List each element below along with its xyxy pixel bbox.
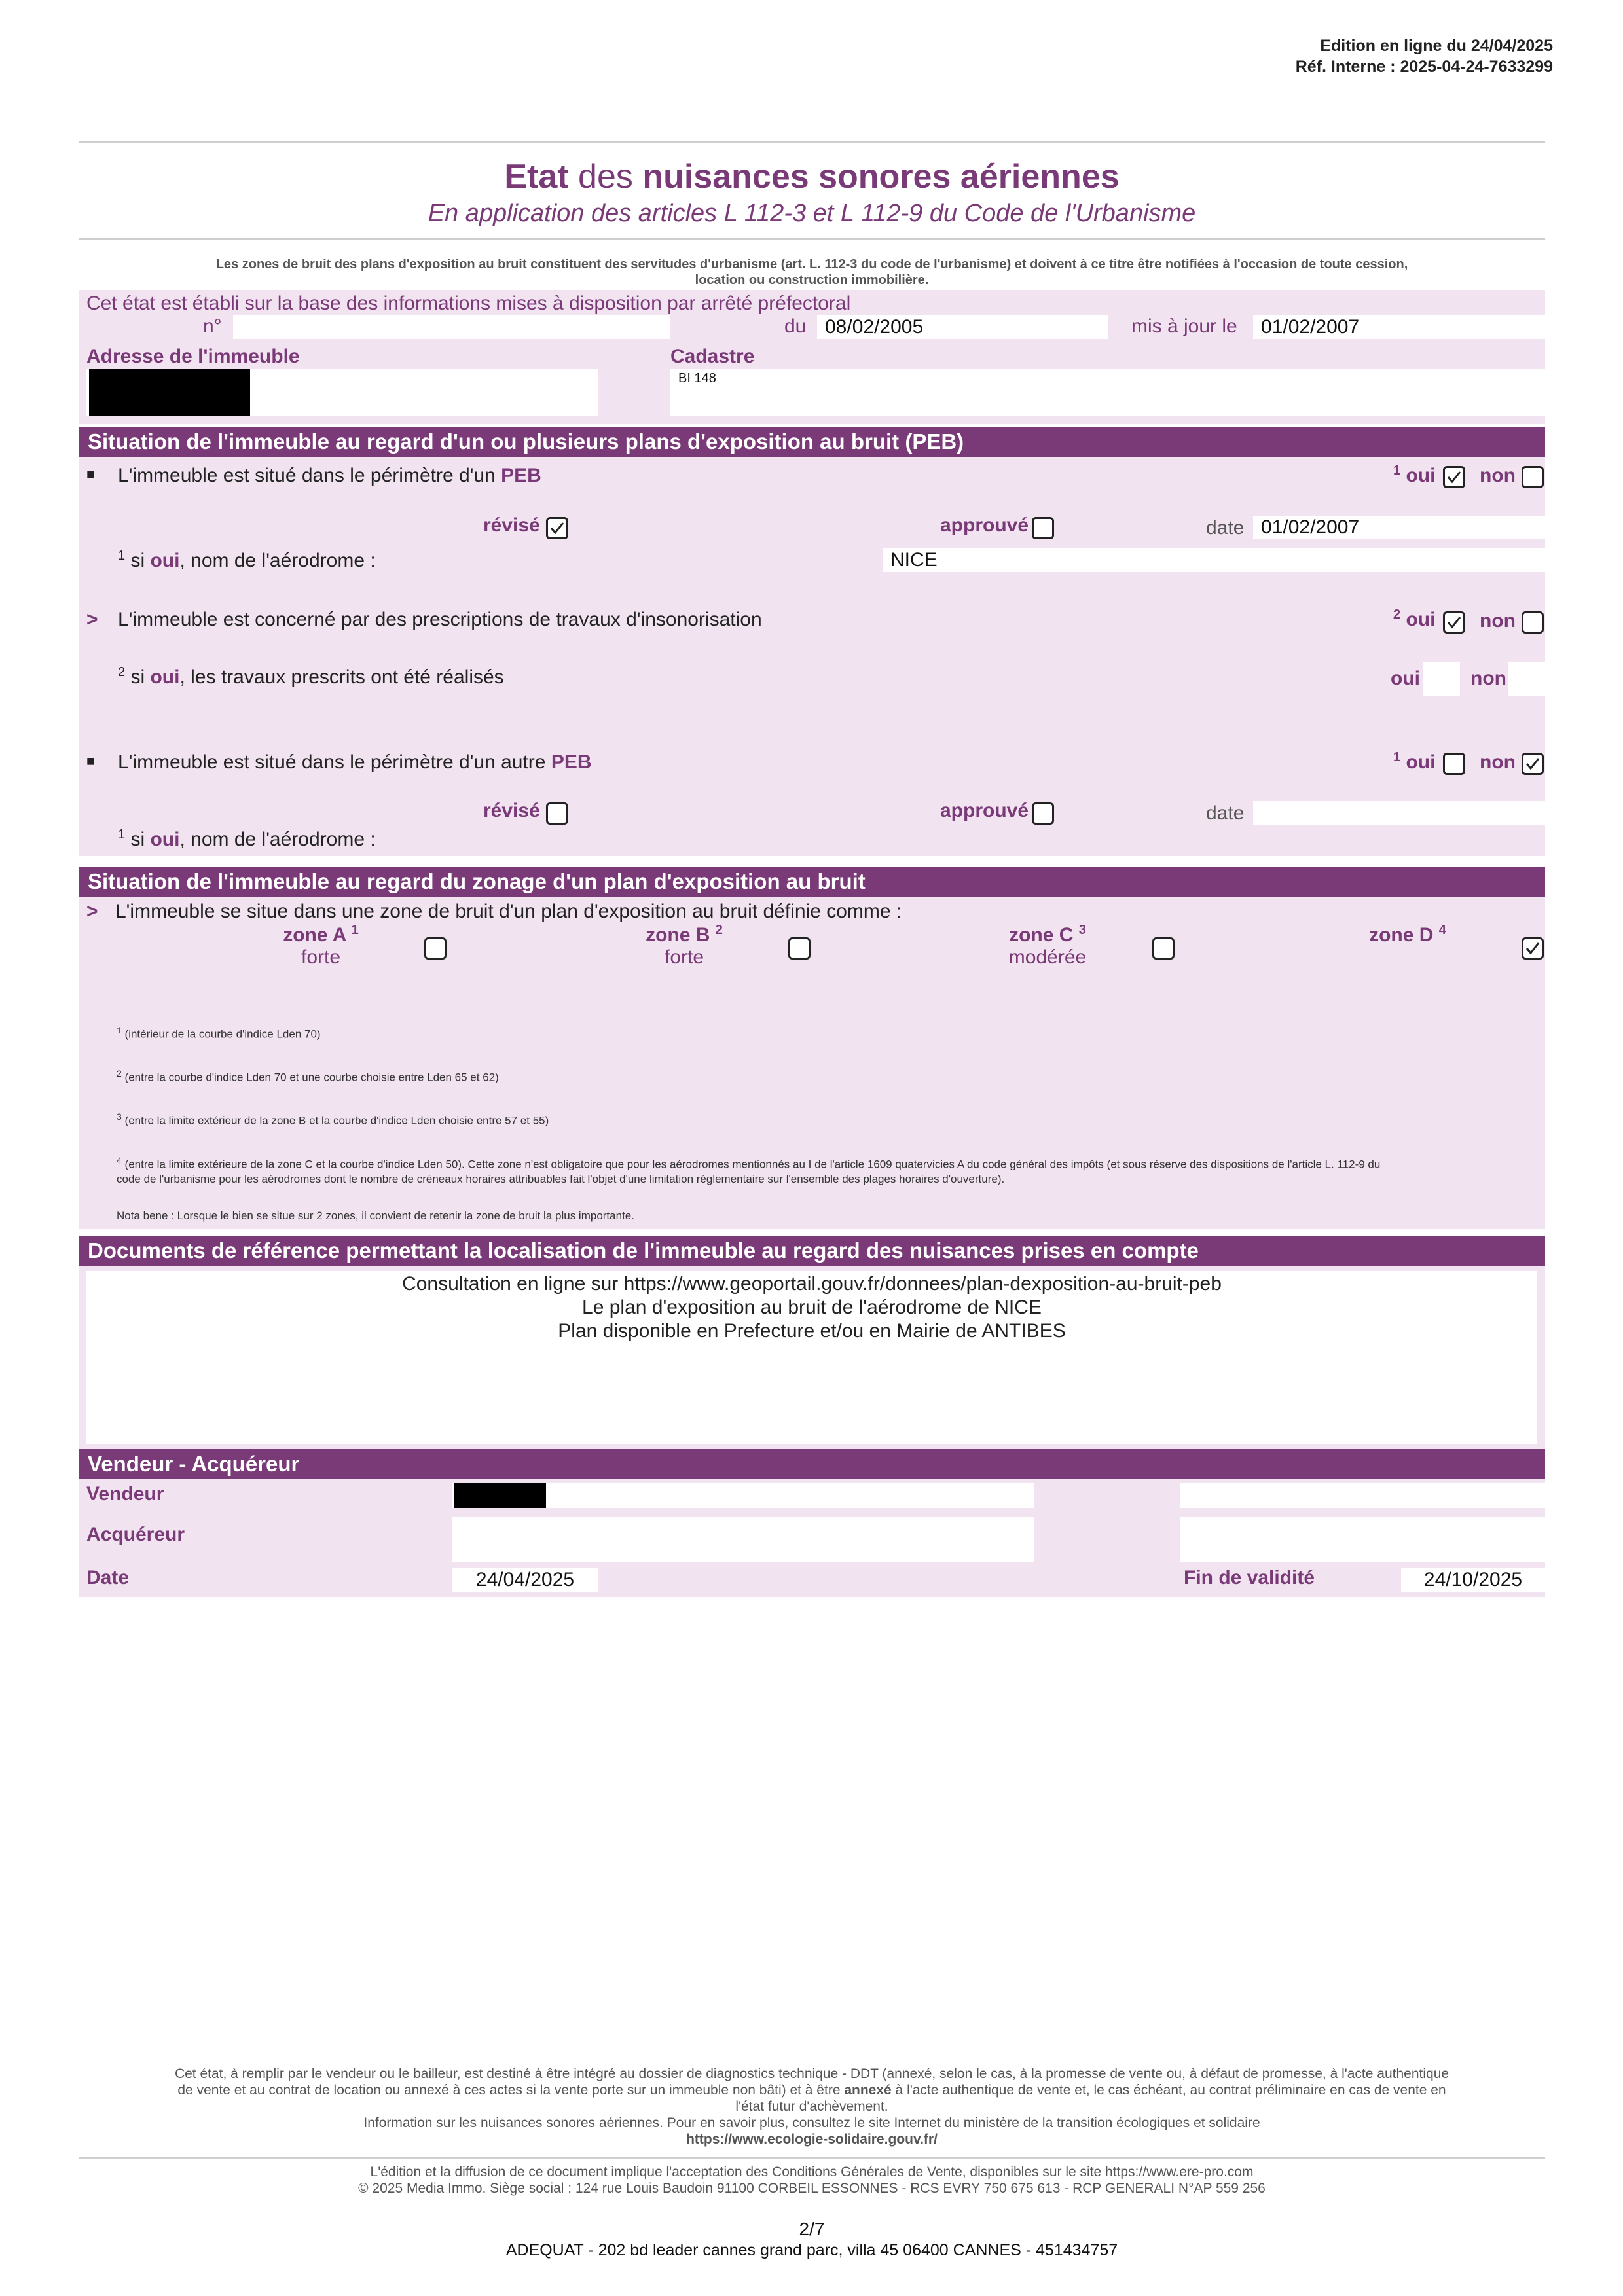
title-word-des: des — [578, 158, 633, 196]
revise-label-2: révisé — [483, 800, 540, 821]
page-footer — [79, 2219, 1545, 2261]
q1-non-checkbox[interactable] — [1522, 466, 1544, 488]
q2-oui-text: oui — [1406, 609, 1436, 630]
zone-d — [1336, 923, 1480, 946]
cadastre-field[interactable]: BI 148 — [670, 369, 1545, 416]
peb-date-field[interactable]: 01/02/2007 — [1253, 516, 1545, 539]
zone-b-label: zone B — [646, 924, 710, 946]
aerodrome2-sup: 1 — [118, 827, 126, 842]
check-icon — [1525, 756, 1541, 772]
footnote-4-sup: 4 — [117, 1155, 122, 1166]
q1-oui-text: oui — [1406, 465, 1436, 486]
q3-oui-text: oui — [1406, 751, 1436, 773]
footer-line-2-a: de vente et au contrat de location ou annexé à ces actes si la vente porte sur un immeuble non bâti) et à être — [177, 2083, 845, 2098]
q1-oui-label — [1393, 463, 1435, 487]
edition-date: Edition en ligne du 24/04/2025 — [1320, 37, 1553, 55]
zonage-section-title: Situation de l'immeuble au regard du zonage d'un plan d'exposition au bruit — [79, 867, 1545, 897]
vendeur-field-2[interactable] — [1180, 1483, 1545, 1508]
q2-non-checkbox[interactable] — [1522, 611, 1544, 634]
footnote-1-sup: 1 — [117, 1025, 122, 1035]
q3-non-label: non — [1480, 751, 1516, 773]
peb-section-title: Situation de l'immeuble au regard d'un ou plusieurs plans d'exposition au bruit (PEB) — [79, 427, 1545, 457]
q3-non-checkbox[interactable] — [1522, 753, 1544, 775]
approuve-label-2: approuvé — [940, 800, 1029, 821]
travaux-rest: , les travaux prescrits ont été réalisés — [179, 666, 504, 688]
footer-diagnostician: ADEQUAT - 202 bd leader cannes grand parc, villa 45 06400 CANNES - 451434757 — [505, 2241, 1118, 2259]
footer-link[interactable]: https://www.ecologie-solidaire.gouv.fr/ — [686, 2132, 938, 2147]
footnote-1 — [117, 1025, 321, 1041]
q2-oui-checkbox[interactable] — [1443, 611, 1465, 634]
zone-d-label: zone D — [1369, 924, 1434, 946]
documents-line-1: Consultation en ligne sur https://www.geoportail.gouv.fr/donnees/plan-dexposition-au-bruit-peb — [402, 1273, 1222, 1295]
footnote-3-sup: 3 — [117, 1111, 122, 1122]
q1-oui-sup: 1 — [1393, 463, 1401, 478]
zone-a-label: zone A — [283, 924, 346, 946]
title-main: nuisances sonores aériennes — [642, 158, 1120, 196]
zone-a-desc: forte — [301, 946, 341, 968]
acquereur-field[interactable] — [452, 1517, 1034, 1562]
zone-c-desc: modérée — [1008, 946, 1087, 968]
peb-date-label-2: date — [1206, 802, 1245, 824]
date-field[interactable]: 24/04/2025 — [452, 1568, 598, 1592]
revise-checkbox[interactable] — [546, 517, 568, 539]
nota-bene: Nota bene : Lorsque le bien se situe sur 2 zones, il convient de retenir la zone de bruit la plus importante. — [117, 1210, 634, 1222]
footer-notice — [79, 2066, 1545, 2147]
footnote-3-text: (entre la limite extérieur de la zone B et la courbe d'indice Lden choisie entre 57 et 55) — [124, 1114, 549, 1127]
fin-validite-label: Fin de validité — [1184, 1567, 1315, 1588]
footer-cgv: L'édition et la diffusion de ce document implique l'acceptation des Conditions Générales de Vente, disponibles sur le site https://www.ere-pro.com — [370, 2164, 1254, 2179]
peb-question-1 — [118, 465, 541, 487]
acquereur-field-2[interactable] — [1180, 1517, 1545, 1562]
q3-oui-sup: 1 — [1393, 750, 1401, 764]
arrete-text: Cet état est établi sur la base des informations mises à disposition par arrêté préfectoral — [86, 293, 851, 314]
zone-b-desc: forte — [664, 946, 704, 968]
approuve-checkbox-2[interactable] — [1032, 802, 1054, 825]
intro-text — [79, 257, 1545, 288]
peb-question-3 — [118, 751, 592, 774]
arrete-date-field[interactable]: 08/02/2005 — [817, 315, 1108, 339]
arrete-number-field[interactable] — [233, 315, 670, 339]
aerodrome-si: si — [130, 550, 151, 571]
q2-oui-label — [1393, 607, 1435, 631]
footer-line-2-c: à l'acte authentique de vente et, le cas échéant, au contrat préliminaire en cas de vente en — [891, 2083, 1446, 2098]
footer-line-4: Information sur les nuisances sonores aériennes. Pour en savoir plus, consultez le site Internet du ministère de la transition écologiques et solidaire — [363, 2115, 1260, 2130]
arrete-du-label: du — [784, 315, 807, 337]
zone-a-checkbox[interactable] — [424, 937, 447, 960]
footer-company-info: © 2025 Media Immo. Siège social : 124 rue Louis Baudoin 91100 CORBEIL ESSONNES - RCS EVRY 750 675 613 - RCP GENERALI N°AP 559 256 — [358, 2181, 1266, 2196]
zone-b-sup: 2 — [715, 923, 723, 937]
q2-oui-sup: 2 — [1393, 607, 1401, 622]
bullet-icon-2: ■ — [86, 753, 96, 769]
peb-q1-bold: PEB — [501, 465, 541, 486]
page-number: 2/7 — [799, 2219, 825, 2239]
check-icon — [1446, 469, 1462, 485]
zone-c-sup: 3 — [1078, 923, 1086, 937]
footnote-2 — [117, 1068, 499, 1085]
check-icon — [1525, 941, 1541, 956]
footnote-1-text: (intérieur de la courbe d'indice Lden 70) — [124, 1028, 321, 1041]
footnote-3 — [117, 1111, 549, 1128]
aerodrome2-si: si — [130, 829, 151, 850]
documents-box — [86, 1271, 1537, 1444]
zonage-intro: L'immeuble se situe dans une zone de bruit d'un plan d'exposition au bruit définie comme : — [115, 901, 902, 922]
peb-question-2: L'immeuble est concerné par des prescriptions de travaux d'insonorisation — [118, 609, 762, 630]
footnote-2-sup: 2 — [117, 1068, 122, 1079]
approuve-label: approuvé — [940, 514, 1029, 536]
title-word-etat: Etat — [504, 158, 569, 196]
revise-label: révisé — [483, 514, 540, 536]
q1-non-label: non — [1480, 465, 1516, 486]
arrow-icon: > — [86, 609, 98, 630]
q3-oui-label — [1393, 750, 1435, 774]
zone-d-checkbox[interactable] — [1522, 937, 1544, 960]
vendeur-field[interactable] — [452, 1483, 1034, 1508]
vendeur-label: Vendeur — [86, 1483, 164, 1505]
adresse-field[interactable] — [86, 369, 598, 416]
check-icon — [549, 520, 565, 536]
documents-line-2: Le plan d'exposition au bruit de l'aérodrome de NICE — [582, 1297, 1042, 1318]
title-divider — [79, 238, 1545, 240]
q3-oui-checkbox[interactable] — [1443, 753, 1465, 775]
footer-line-1: Cet état, à remplir par le vendeur ou le bailleur, est destiné à être intégré au dossier de diagnostics technique - DDT (annexé, selon le cas, à la promesse de vente ou, à défaut de promesse, à l'acte authentique — [174, 2066, 1450, 2081]
zone-b-checkbox[interactable] — [788, 937, 811, 960]
approuve-checkbox[interactable] — [1032, 517, 1054, 539]
q2-non-label: non — [1480, 610, 1516, 632]
redacted-vendeur — [454, 1483, 546, 1508]
footnote-4-text-b: code de l'urbanisme pour les aérodromes dont le nombre de créneaux horaires attribuables fait l'objet d'une limitation réglementaire sur l'ensemble des plages horaires d'ouverture). — [117, 1172, 1005, 1185]
zone-c — [976, 923, 1120, 969]
peb-q3-bold: PEB — [551, 751, 592, 773]
page-title — [79, 156, 1545, 229]
travaux-non-label: non — [1470, 668, 1506, 689]
fin-validite-field[interactable]: 24/10/2025 — [1401, 1568, 1545, 1592]
footer-legal — [79, 2164, 1545, 2197]
internal-reference: Réf. Interne : 2025-04-24-7633299 — [1295, 58, 1553, 76]
travaux-sup: 2 — [118, 665, 126, 679]
travaux-oui-label: oui — [1391, 668, 1420, 689]
zonage-arrow-icon: > — [86, 901, 98, 922]
peb-date-label: date — [1206, 517, 1245, 539]
footnote-4 — [117, 1153, 1380, 1187]
q1-oui-checkbox[interactable] — [1443, 466, 1465, 488]
aerodrome-oui: oui — [150, 550, 180, 571]
aerodrome2-rest: , nom de l'aérodrome : — [179, 829, 376, 850]
aerodrome-label-2 — [118, 827, 376, 851]
travaux-label — [118, 665, 504, 689]
travaux-non-field[interactable] — [1508, 662, 1545, 696]
travaux-oui-field[interactable] — [1423, 662, 1460, 696]
acquereur-label: Acquéreur — [86, 1524, 185, 1545]
footnote-2-text: (entre la courbe d'indice Lden 70 et une courbe choisie entre Lden 65 et 62) — [124, 1071, 499, 1084]
bullet-icon: ■ — [86, 466, 96, 482]
zone-a-sup: 1 — [351, 923, 359, 937]
zone-a — [249, 923, 393, 969]
peb-q1-text: L'immeuble est situé dans le périmètre d'un — [118, 465, 501, 486]
aerodrome-rest: , nom de l'aérodrome : — [179, 550, 376, 571]
aerodrome-field[interactable]: NICE — [883, 548, 1545, 572]
zone-d-sup: 4 — [1438, 923, 1446, 937]
footnote-4-text-a: (entre la limite extérieure de la zone C et la courbe d'indice Lden 50). Cette zone n'est obligatoire que pour les aérodromes mentionnés au I de l'article 1609 quatervicies A du code général des impôts (et sous réserve des dispositions de l'article L. 112-9 du — [124, 1158, 1381, 1171]
intro-line-2: location ou construction immobilière. — [695, 273, 929, 287]
footer-line-3: l'état futur d'achèvement. — [735, 2099, 888, 2114]
documents-line-3: Plan disponible en Prefecture et/ou en Mairie de ANTIBES — [558, 1320, 1066, 1342]
zone-c-checkbox[interactable] — [1152, 937, 1175, 960]
aerodrome-label — [118, 548, 376, 572]
adresse-label: Adresse de l'immeuble — [86, 346, 300, 367]
redacted-address — [89, 369, 250, 416]
date-label: Date — [86, 1567, 130, 1588]
parties-section-title: Vendeur - Acquéreur — [79, 1449, 1545, 1479]
mise-a-jour-label: mis à jour le — [1131, 315, 1237, 337]
mise-a-jour-field[interactable]: 01/02/2007 — [1253, 315, 1545, 339]
zone-b — [612, 923, 756, 969]
travaux-si: si — [130, 666, 151, 688]
peb-q3-text: L'immeuble est situé dans le périmètre d'un autre — [118, 751, 551, 773]
document-header — [1296, 35, 1553, 77]
page-subtitle: En application des articles L 112-3 et L 112-9 du Code de l'Urbanisme — [428, 200, 1196, 227]
arrete-number-label: n° — [203, 315, 222, 337]
top-divider — [79, 141, 1545, 143]
travaux-oui: oui — [150, 666, 180, 688]
documents-section-title: Documents de référence permettant la localisation de l'immeuble au regard des nuisances prises en compte — [79, 1236, 1545, 1266]
footer-line-2-bold: annexé — [844, 2083, 892, 2098]
aerodrome-sup: 1 — [118, 548, 126, 563]
cadastre-label: Cadastre — [670, 346, 755, 367]
zone-c-label: zone C — [1009, 924, 1074, 946]
aerodrome2-oui: oui — [150, 829, 180, 850]
intro-line-1: Les zones de bruit des plans d'exposition au bruit constituent des servitudes d'urbanisme (art. L. 112-3 du code de l'urbanisme) et doivent à ce titre être notifiées à l'occasion de toute cession, — [215, 257, 1408, 272]
footer-line-2 — [79, 2082, 1545, 2098]
footer-divider — [79, 2157, 1545, 2159]
check-icon — [1446, 615, 1462, 630]
revise-checkbox-2[interactable] — [546, 802, 568, 825]
peb-date-field-2[interactable] — [1253, 801, 1545, 825]
